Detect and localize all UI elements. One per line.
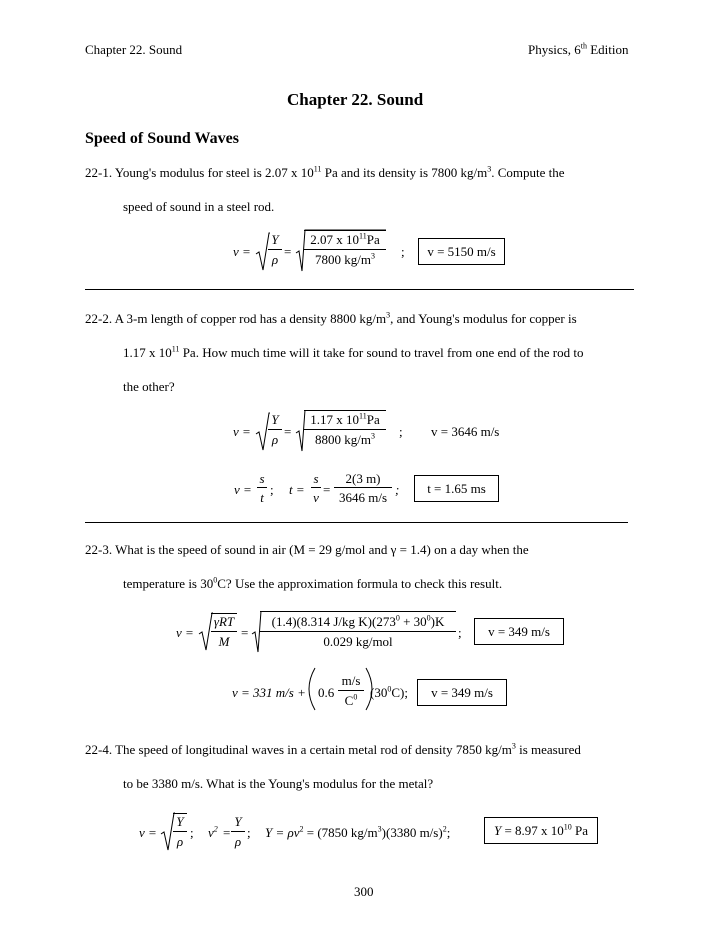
eq-lhs: t = (289, 482, 305, 497)
problem-22-1-line2: speed of sound in a steel rod. (123, 199, 275, 214)
fraction-bar (304, 249, 386, 250)
radical-overline (260, 611, 456, 612)
radical-overline (304, 410, 386, 411)
frac-den: t (260, 490, 264, 505)
divider (85, 522, 628, 523)
left-paren (305, 668, 317, 710)
answer-box (414, 475, 499, 502)
temperature-term: $(30^0C)$; (370, 684, 408, 700)
problem-22-4-line2: to be 3380 m/s. What is the Young's modulus for the metal? (123, 776, 434, 791)
frac-num: s (259, 471, 265, 486)
equals-sign: = (284, 424, 292, 439)
frac-den: M (218, 634, 230, 649)
frac-num: γRT (213, 614, 235, 629)
fraction-bar (211, 631, 237, 632)
eq-lhs: v = (176, 625, 194, 640)
fraction-bar (268, 429, 282, 430)
frac-num: 2.07 x $10^{11}Pa$ (310, 231, 380, 247)
equals-sign: = (223, 825, 231, 840)
eq-lhs: v = (233, 244, 251, 259)
v-squared: $v^2$ (208, 824, 218, 840)
chapter-title: Chapter 22. Sound (287, 90, 424, 109)
answer-text: t = 1.65 ms (427, 481, 486, 496)
frac-den: ρ (234, 834, 242, 849)
frac-den: ρ (176, 834, 184, 849)
problem-22-2-line1: 22-2. A 3-m length of copper rod has a density 8800 $kg/m^3$, and Young's modulus for copper is (85, 310, 577, 326)
frac-den: ρ (271, 432, 279, 447)
page-number: 300 (354, 884, 374, 899)
frac-num: 1.17 x $10^{11}Pa$ (310, 411, 380, 427)
running-header-left: Chapter 22. Sound (85, 42, 183, 57)
answer-text: v = 5150 m/s (427, 244, 496, 259)
fraction-bar (260, 631, 456, 632)
eq-lhs: v = 331 m/s + (232, 685, 306, 700)
eq-lhs: v = (233, 424, 251, 439)
youngs-modulus-expression: $Y = \rho v^2 = (7850$ $kg/m^3)(3380$ m/s)$^2$; (265, 824, 451, 840)
eq-lhs: v = (234, 482, 252, 497)
fraction-bar (304, 429, 386, 430)
frac-num: s (313, 471, 319, 486)
problem-22-3-line1: 22-3. What is the speed of sound in air (M = 29 g/mol and γ = 1.4) on a day when the (85, 542, 529, 557)
problem-22-2-line2: 1.17 x $10^{11}$ Pa. How much time will it take for sound to travel from one end of the rod to (123, 344, 584, 360)
coefficient: 0.6 (318, 685, 335, 700)
frac-den: 3646 m/s (338, 490, 388, 505)
frac-num: m/s (341, 673, 361, 688)
semicolon: ; (190, 825, 194, 840)
frac-den: $C^0$ (344, 692, 358, 708)
equals-sign: = (241, 625, 249, 640)
frac-den: 7800 $kg/m^3$ (315, 251, 375, 267)
semicolon: ; (247, 825, 251, 840)
frac-num: Y (271, 232, 279, 247)
frac-num: (1.4)(8.314 J/kg $K)(273^0 + 30^0)K$ (271, 613, 445, 629)
frac-den: v (313, 490, 319, 505)
result-text: v = 3646 m/s (431, 424, 500, 439)
semicolon: ; (401, 244, 405, 259)
semicolon: ; (458, 625, 462, 640)
fraction-bar (231, 831, 245, 832)
frac-den: ρ (271, 252, 279, 267)
answer-box (418, 238, 505, 265)
fraction-bar (268, 249, 282, 250)
radical-overline (304, 230, 386, 231)
section-heading: Speed of Sound Waves (85, 130, 239, 147)
fraction-bar (173, 831, 187, 832)
fraction-bar (334, 487, 392, 488)
answer-text: v = 349 m/s (431, 685, 493, 700)
semicolon: ; (270, 482, 274, 497)
divider (85, 289, 634, 290)
semicolon: ; (399, 424, 403, 439)
answer-box (484, 817, 598, 844)
fraction-bar (311, 487, 321, 488)
problem-22-3-line2: temperature is $30^0C$? Use the approximation formula to check this result. (123, 575, 503, 591)
answer-box (417, 679, 507, 706)
problem-22-4-line1: 22-4. The speed of longitudinal waves in a certain metal rod of density 7850 $kg/m^3$ is measured (85, 741, 581, 757)
answer-text: v = 349 m/s (488, 624, 550, 639)
running-header-right: Physics, 6th Edition (528, 41, 629, 57)
frac-num: 2(3 m) (345, 471, 381, 486)
frac-num: Y (271, 412, 279, 427)
frac-num: Y (234, 814, 242, 829)
frac-den: 8800 $kg/m^3$ (315, 431, 375, 447)
eq-lhs: v = (139, 825, 157, 840)
frac-num: Y (176, 814, 184, 829)
fraction-bar (257, 487, 267, 488)
answer-text: Y = 8.97 x $10^{10}$ Pa (493, 822, 589, 838)
answer-box (474, 618, 564, 645)
problem-22-1-line1: 22-1. Young's modulus for steel is 2.07 x $10^{11}$ Pa and its density is 7800 $kg/m^3$. Compute the (85, 164, 565, 180)
equals-sign: = (323, 482, 331, 497)
frac-den: 0.029 kg/mol (323, 634, 393, 649)
equals-sign: = (284, 244, 292, 259)
problem-22-2-line3: the other? (123, 379, 175, 394)
semicolon: ; (395, 482, 400, 497)
fraction-bar (338, 690, 364, 691)
